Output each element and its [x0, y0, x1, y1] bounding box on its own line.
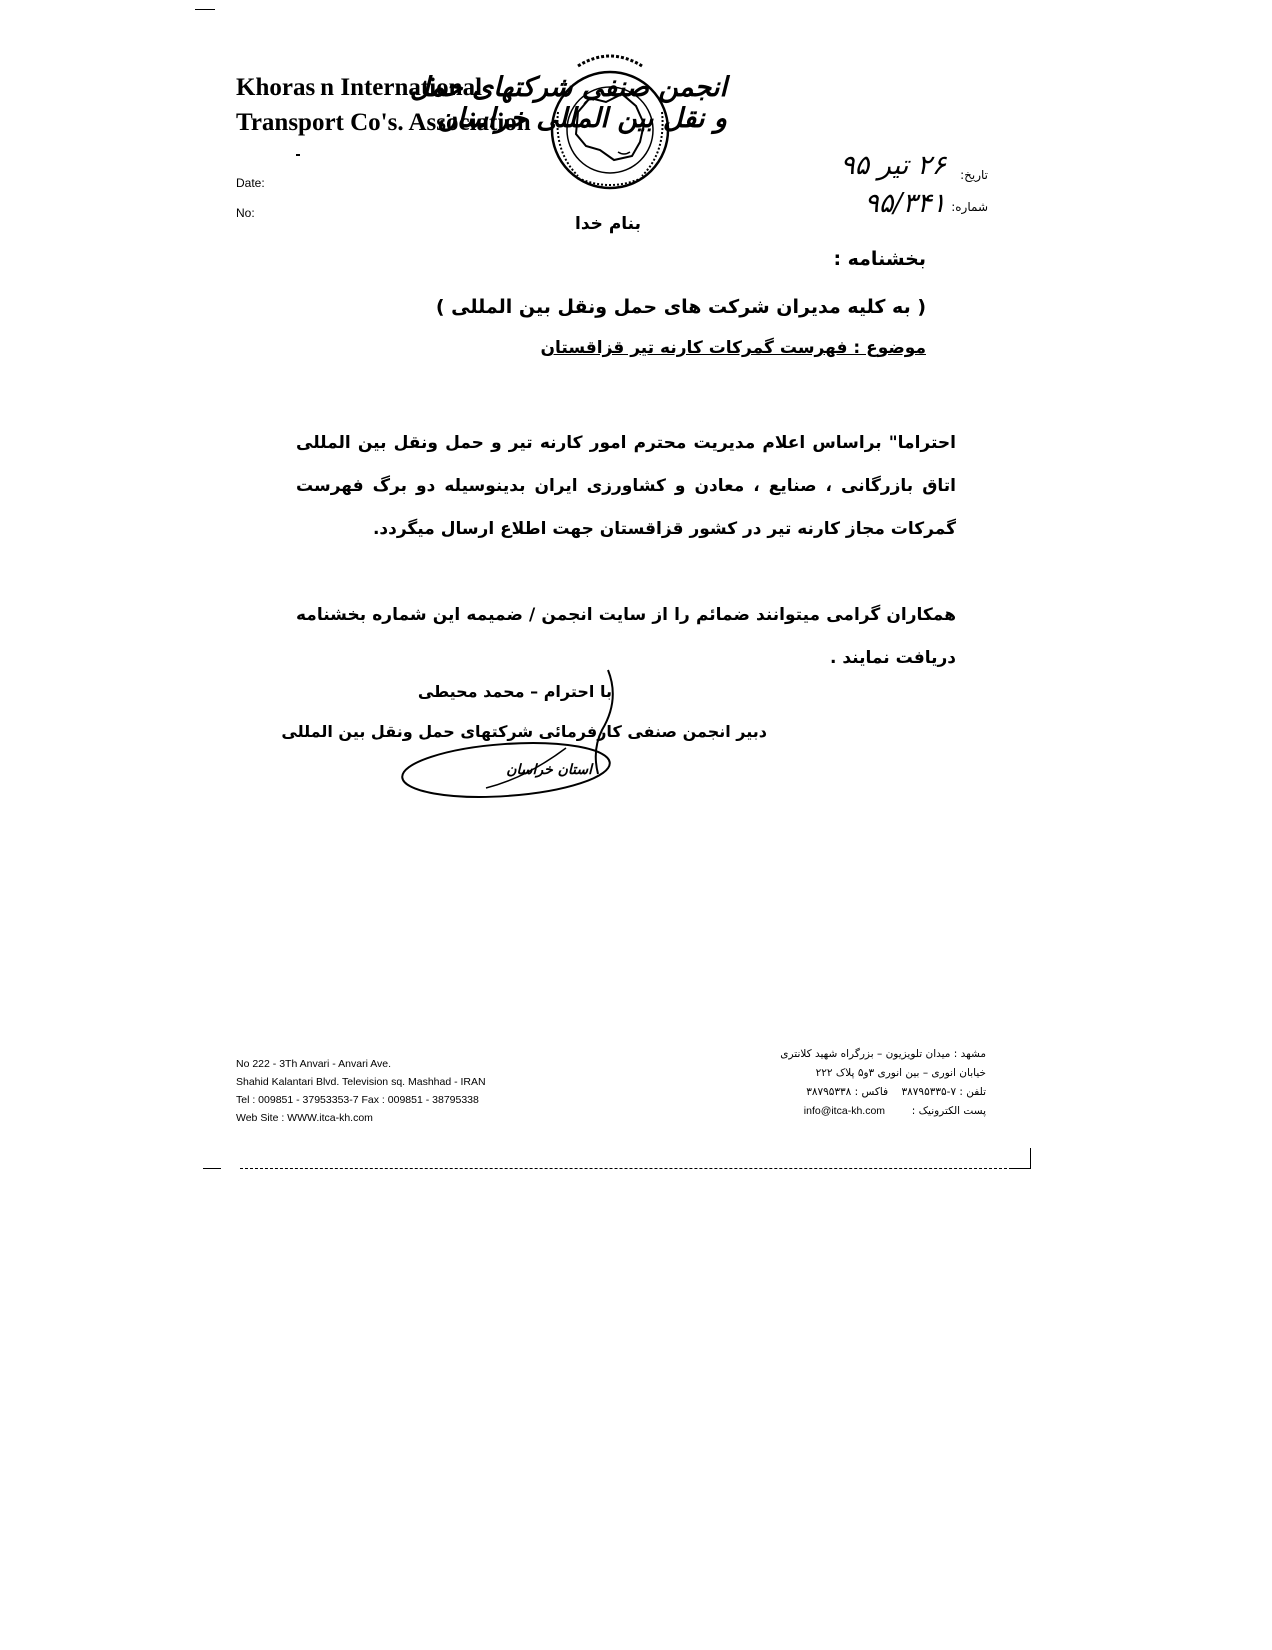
signature-line-1: با احترام – محمد محیطی [417, 682, 612, 701]
footer-rule-left-mark [203, 1168, 221, 1169]
footer-en-line-3: Tel : 009851 - 37953353-7 Fax : 009851 - 38795338 [236, 1094, 479, 1106]
footer-address-en [236, 1055, 486, 1127]
signature-line-2: دبیر انجمن صنفی کارفرمائی شرکتهای حمل ونقل بین المللی [281, 722, 767, 741]
body-paragraph-1: احتراما" براساس اعلام مدیریت محترم امور کارنه تیر و حمل ونقل بین المللی اتاق بازرگانی ، صنایع ، معادن و کشاورزی ایران بدینوسیله دو برگ فهرست گمرکات مجاز کارنه تیر در کشور قزاقستان جهت اطلاع ارسال میگردد. [296, 433, 956, 539]
footer-fa-fax: فاکس : ۳۸۷۹۵۳۳۸ [806, 1086, 889, 1098]
no-label-fa: شماره: [951, 200, 988, 214]
no-value: ۹۵/۳۴۱ [864, 188, 946, 219]
footer-fa-line-2: خیابان انوری – بین انوری ۳و۵ پلاک ۲۲۲ [815, 1067, 986, 1079]
footer-fa-line-1: مشهد : میدان تلویزیون – بزرگراه شهید کلانتری [780, 1048, 986, 1060]
circular-label: بخشنامه : [833, 248, 926, 270]
footer-fa-line-3 [756, 1083, 986, 1102]
footer-en-line-1: No 222 - 3Th Anvari - Anvari Ave. [236, 1058, 392, 1070]
footer-address-fa [756, 1045, 986, 1121]
footer-rule-right-corner [1012, 1148, 1031, 1169]
body-paragraph-2: همکاران گرامی میتوانند ضمائم را از سایت انجمن / ضمیمه این شماره بخشنامه دریافت نمایند . [296, 605, 956, 668]
signature-line-3: استان خراسان [506, 762, 592, 778]
date-label-en: Date: [236, 176, 265, 190]
footer-fa-tel: تلفن : ۷-۳۸۷۹۵۳۳۵ [901, 1086, 986, 1098]
footer-fa-line-4 [756, 1102, 986, 1121]
org-name-fa: انجمن صنفی شرکتهای حمل و نقل بین المللی خراسان [409, 72, 727, 134]
footer-divider [240, 1168, 1012, 1169]
footer-en-line-2: Shahid Kalantari Blvd. Television sq. Mashhad - IRAN [236, 1076, 486, 1088]
subject: موضوع : فهرست گمرکات کارنه تیر قزاقستان [540, 338, 926, 358]
footer-fa-email-label: پست الکترونیک : [911, 1105, 986, 1117]
handwritten-signature [396, 660, 656, 810]
scan-mark-dot [296, 154, 300, 156]
org-name-en-line2: Transport Co's. Association [236, 109, 531, 136]
no-label-en: No: [236, 206, 255, 220]
footer-en-line-4: Web Site : WWW.itca-kh.com [236, 1112, 373, 1124]
recipients: ( به کلیه مدیران شرکت های حمل ونقل بین المللی ) [435, 296, 926, 318]
date-label-fa: تاریخ: [960, 168, 988, 182]
date-value: ۲۶ تیر ۹۵ [840, 150, 946, 181]
footer-fa-email: info@itca-kh.com [803, 1105, 886, 1117]
bismillah: بنام خدا [575, 214, 641, 234]
org-name-en-line1: Khoras n International [236, 74, 483, 101]
scan-mark-top [195, 9, 215, 10]
